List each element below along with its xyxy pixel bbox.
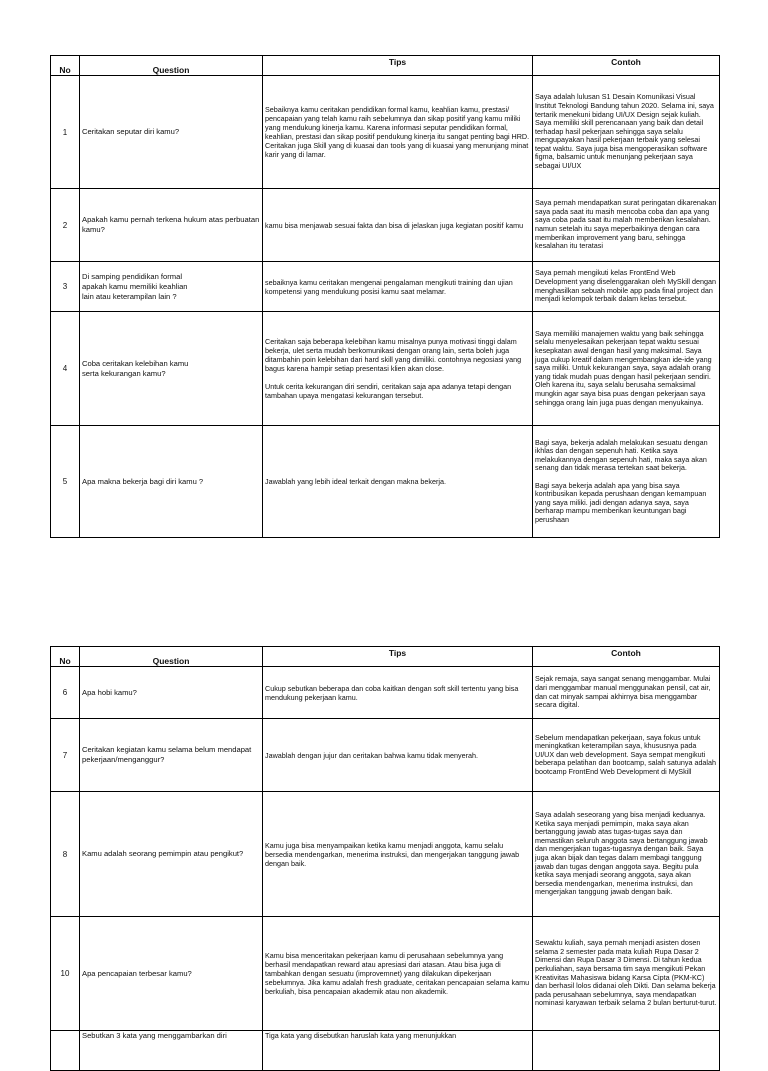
row-contoh: Sebelum mendapatkan pekerjaan, saya fokus untuk meningkatkan keterampilan saya, khususnya pada UI/UX dan web development. Saya sempat mengikuti beberapa pelatihan dan bootcamp, salah satunya adalah bootcamp FrontEnd Web Development di MySkill (533, 719, 720, 792)
row-tips: Ceritakan saja beberapa kelebihan kamu misalnya punya motivasi tinggi dalam bekerja, ulet serta mudah berkomunikasi dengan orang lain, serta boleh juga ditambahin poin kelebihan dari hard skill yang dimiliki. contohnya negosiasi yang bagus karena hampir setiap presentasi klien akan close. Untuk cerita kekurangan diri sendiri, ceritakan saja apa adanya tetapi dengan tambahan upaya mengatasi kekurangan tersebut. (263, 312, 533, 426)
row-tips: Kamu juga bisa menyampaikan ketika kamu menjadi anggota, kamu selalu bersedia mendengarkan, menerima instruksi, dan mengerjakan tanggung jawab dengan baik. (263, 792, 533, 917)
header-row (51, 56, 720, 76)
row-question: Apa hobi kamu? (80, 667, 263, 719)
row-tips: Kamu bisa menceritakan pekerjaan kamu di perusahaan sebelumnya yang berhasil mendapatkan reward atau apresiasi dari atasan. Atau bisa juga di tambahkan dengan sesuatu (improvemnet) yang dilakukan dipekerjaan sebelumnya. Jika kamu adalah fresh graduate, ceritakan pencapaian selama kamu berkuliah, bisa pencapaian akademik atau non akademik. (263, 917, 533, 1031)
header-no: No (51, 647, 80, 667)
header-question: Question (80, 56, 263, 76)
row-number: 6 (51, 667, 80, 719)
row-tips: kamu bisa menjawab sesuai fakta dan bisa di jelaskan juga kegiatan positif kamu (263, 189, 533, 262)
row-tips: Cukup sebutkan beberapa dan coba kaitkan dengan soft skill tertentu yang bisa mendukung pekerjaan kamu. (263, 667, 533, 719)
row-number (51, 1031, 80, 1071)
row-question: Apakah kamu pernah terkena hukum atas perbuatan kamu? (80, 189, 263, 262)
row-contoh: Saya pernah mendapatkan surat peringatan dikarenakan saya pada saat itu masih mencoba coba dan apa yang saya coba pada saat itu malah memberikan kesalahan. namun setelah itu saya meperbaikinya dengan cara memberikan improvement yang baru, sehingga kesalahan itu teratasi (533, 189, 720, 262)
table-row (51, 917, 720, 1031)
row-number: 8 (51, 792, 80, 917)
row-tips: Jawablah dengan jujur dan ceritakan bahwa kamu tidak menyerah. (263, 719, 533, 792)
table-row (51, 426, 720, 538)
row-question: Apa makna bekerja bagi diri kamu ? (80, 426, 263, 538)
row-contoh: Saya memiliki manajemen waktu yang baik sehingga selalu menyelesaikan pekerjaan tepat waktu sesuai kesepkatan awal dengan hasil yang maksimal. Saya juga cukup kreatif dalam mengembangkan ide-ide yang saya miliki. Untuk kekurangan saya, saya adalah orang yang tidak mudah puas dengan hasil pekerjaan sendiri. Oleh karena itu, saya selalu berusaha semaksimal mungkin agar saya bisa puas dengan pekerjaan saya sehingga orang lain juga puas dengan menyukainya. (533, 312, 720, 426)
header-contoh: Contoh (533, 647, 720, 667)
row-contoh: Sejak remaja, saya sangat senang menggambar. Mulai dari menggambar manual menggunakan pensil, cat air, dan cat minyak sampai akhirnya bisa menggambar secara digital. (533, 667, 720, 719)
header-contoh: Contoh (533, 56, 720, 76)
row-tips: sebaiknya kamu ceritakan mengenai pengalaman mengikuti training dan ujian kompetensi yang mendukung posisi kamu saat melamar. (263, 262, 533, 312)
header-no: No (51, 56, 80, 76)
row-contoh: Saya pernah mengikuti kelas FrontEnd Web Development yang diselenggarakan oleh MySkill dengan menghasilkan sebuah mobile app pada final project dan menjadi kelompok terbaik dalam kelas tersebut. (533, 262, 720, 312)
row-question: Ceritakan seputar diri kamu? (80, 76, 263, 189)
row-number: 1 (51, 76, 80, 189)
row-number: 3 (51, 262, 80, 312)
table-row (51, 312, 720, 426)
row-number: 2 (51, 189, 80, 262)
interview-table-1 (50, 55, 720, 538)
row-tips: Jawablah yang lebih ideal terkait dengan makna bekerja. (263, 426, 533, 538)
header-tips: Tips (263, 56, 533, 76)
row-contoh: Saya adalah seseorang yang bisa menjadi keduanya. Ketika saya menjadi pemimpin, maka saya akan bertanggung jawab atas tugas-tugas saya dan memastikan seluruh anggota saya bertanggung jawab dan mengerjakan tugas-tugasnya dengan baik. Saya juga akan bijak dan tegas dalam membagi tanggung jawab dan tugas dengan anggota saya. Begitu pula ketika saya menjadi seorang anggota, saya akan bersedia mendengarkan, menerima instruksi, dan mengerjakan tanggung jawab dengan baik. (533, 792, 720, 917)
row-question: Coba ceritakan kelebihan kamu serta kekurangan kamu? (80, 312, 263, 426)
header-row (51, 647, 720, 667)
row-contoh: Bagi saya, bekerja adalah melakukan sesuatu dengan ikhlas dan dengan sepenuh hati. Ketika saya melakukannya dengan sepenuh hati, maka saya akan senang dan tidak merasa tertekan saat bekerja. Bagi saya bekerja adalah apa yang bisa saya kontribusikan kepada perushaan dengan kemampuan yang saya miliki. jadi dengan adanya saya, saya berharap mampu memberikan keuntungan bagi perushaan (533, 426, 720, 538)
row-contoh (533, 1031, 720, 1071)
row-question: Apa pencapaian terbesar kamu? (80, 917, 263, 1031)
row-tips: Sebaiknya kamu ceritakan pendidikan formal kamu, keahlian kamu, prestasi/ pencapaian yang telah kamu raih sebelumnya dan sikap positif yang kamu miliki yang mendukung kinerja kamu. Karena informasi seputar pendidikan formal, keahlian, prestasi dan sikap positif pendukung kinerja itu sangat penting bagi HRD. Ceritakan juga Skill yang di kuasai dan tools yang di kuasai yang menunjang minat karir yang di lamar. (263, 76, 533, 189)
header-question: Question (80, 647, 263, 667)
row-question: Sebutkan 3 kata yang menggambarkan diri (80, 1031, 263, 1071)
table-row (51, 792, 720, 917)
row-tips: Tiga kata yang disebutkan haruslah kata yang menunjukkan (263, 1031, 533, 1071)
row-number: 5 (51, 426, 80, 538)
row-number: 10 (51, 917, 80, 1031)
row-contoh: Saya adalah lulusan S1 Desain Komunikasi Visual Institut Teknologi Bandung tahun 2020. Selama ini, saya tertarik menekuni bidang UI/UX Design sejak kuliah. Saya memiliki skill perencanaan yang baik dan detail terhadap hasil pekerjaan sehingga saya selalu mengupayakan hasil pekerjaan terbaik yang selesai tepat waktu. Saya juga bisa mengoperasikan software figma, balsamic untuk menunjang pekerjaan saya sebagai UI/UX (533, 76, 720, 189)
row-question: Ceritakan kegiatan kamu selama belum mendapat pekerjaan/menganggur? (80, 719, 263, 792)
interview-table-2 (50, 646, 720, 1071)
table-row (51, 189, 720, 262)
row-question: Kamu adalah seorang pemimpin atau pengikut? (80, 792, 263, 917)
row-number: 4 (51, 312, 80, 426)
table-row-partial (51, 1031, 720, 1071)
row-number: 7 (51, 719, 80, 792)
table-row (51, 76, 720, 189)
table-row (51, 667, 720, 719)
table-row (51, 262, 720, 312)
header-tips: Tips (263, 647, 533, 667)
row-contoh: Sewaktu kuliah, saya pernah menjadi asisten dosen selama 2 semester pada mata kuliah Rupa Dasar 2 Dimensi dan Rupa Dasar 3 Dimensi. Di tahun kedua perkuliahan, saya bersama tim saya mengikuti Pekan Kreativitas Mahasiswa bidang Karsa Cipta (PKM-KC) dan berhasil lolos didanai oleh Dikti. Dan selama bekerja pada perusahaan sebelumnya, saya mendapatkan nominasi karyawan terbaik selama 2 bulan berturut-turut. (533, 917, 720, 1031)
table-row (51, 719, 720, 792)
row-question: Di samping pendidikan formal apakah kamu memiliki keahlian lain atau keterampilan lain ? (80, 262, 263, 312)
